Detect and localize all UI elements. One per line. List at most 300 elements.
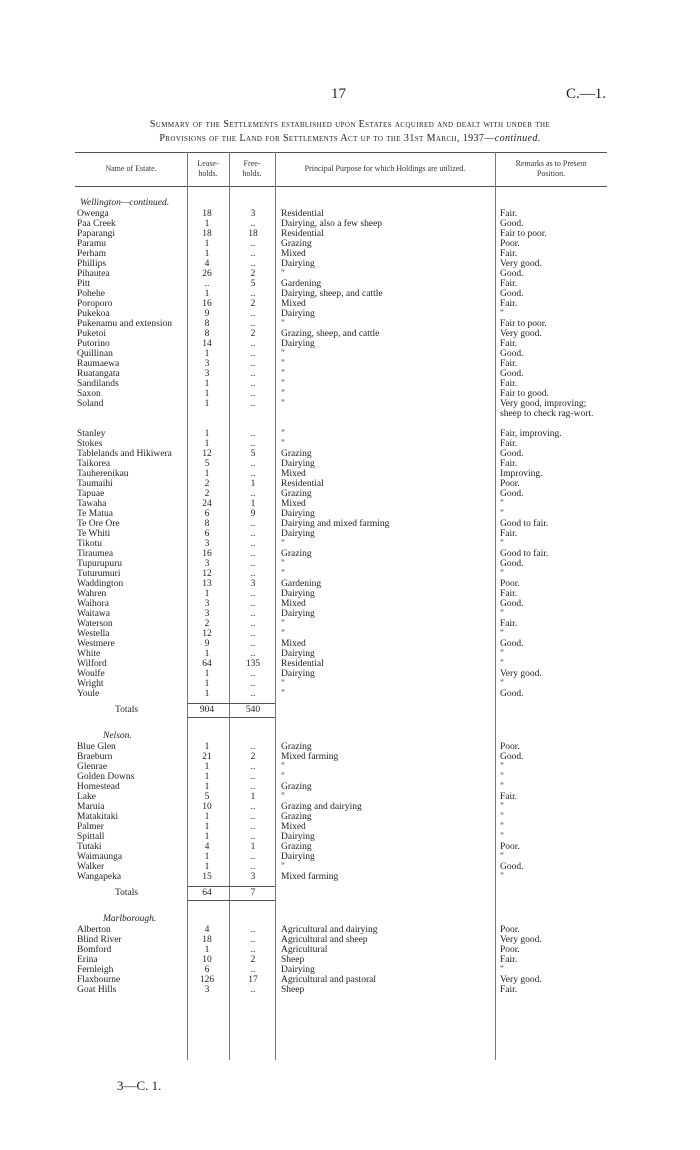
freeholds-value: .. bbox=[250, 742, 256, 752]
table-row bbox=[75, 782, 607, 792]
remarks-value: Fair, improving. bbox=[500, 429, 562, 439]
freeholds-value: 2 bbox=[250, 299, 256, 309]
freeholds-value: .. bbox=[250, 772, 256, 782]
totals-rule bbox=[187, 703, 275, 704]
remarks-value: " bbox=[500, 802, 504, 812]
table-row bbox=[75, 309, 607, 319]
estate-name: Pihautea bbox=[77, 269, 110, 279]
freeholds-value: .. bbox=[250, 689, 256, 699]
remarks-value: Poor. bbox=[500, 945, 520, 955]
estate-name: Waihora bbox=[77, 599, 109, 609]
leaseholds-value: .. bbox=[204, 279, 210, 289]
freeholds-value: .. bbox=[250, 862, 256, 872]
freeholds-value: .. bbox=[250, 669, 256, 679]
estate-name: Stokes bbox=[77, 439, 103, 449]
leaseholds-value: 14 bbox=[202, 339, 212, 349]
estate-name: Spittall bbox=[77, 832, 105, 842]
remarks-value: " bbox=[500, 309, 504, 319]
purpose-value: " bbox=[281, 689, 285, 699]
remarks-value: Good. bbox=[500, 269, 524, 279]
table-header-rule bbox=[75, 186, 607, 187]
leaseholds-value: 1 bbox=[204, 439, 210, 449]
remarks-value: Good. bbox=[500, 349, 524, 359]
remarks-value: Fair. bbox=[500, 279, 518, 289]
estate-name: Lake bbox=[77, 792, 96, 802]
leaseholds-value: 16 bbox=[202, 549, 212, 559]
freeholds-value: .. bbox=[250, 832, 256, 842]
purpose-value: Grazing bbox=[281, 549, 312, 559]
estate-name: Paa Creek bbox=[77, 219, 116, 229]
estate-name: Waitawa bbox=[77, 609, 110, 619]
table-row bbox=[75, 689, 607, 699]
purpose-value: " bbox=[281, 319, 285, 329]
estate-name: Maruia bbox=[77, 802, 105, 812]
estate-name: Paramu bbox=[77, 239, 107, 249]
title-line-2-italic: continued. bbox=[494, 133, 541, 144]
leaseholds-value: 3 bbox=[204, 369, 210, 379]
remarks-value: Fair. bbox=[500, 209, 518, 219]
leaseholds-value: 12 bbox=[202, 629, 212, 639]
leaseholds-value: 6 bbox=[204, 965, 210, 975]
leaseholds-value: 1 bbox=[204, 852, 210, 862]
leaseholds-value: 1 bbox=[204, 389, 210, 399]
remarks-value: Very good, improving; sheep to check rag-wort. bbox=[500, 399, 594, 419]
purpose-value: Mixed bbox=[281, 249, 306, 259]
table-row bbox=[75, 599, 607, 609]
table-top-rule bbox=[75, 152, 607, 153]
table-row bbox=[75, 955, 607, 965]
remarks-value: Poor. bbox=[500, 742, 520, 752]
table-row bbox=[75, 369, 607, 379]
leaseholds-value: 1 bbox=[204, 589, 210, 599]
table-row bbox=[75, 229, 607, 239]
purpose-value: Dairying, sheep, and cattle bbox=[281, 289, 383, 299]
remarks-value: " bbox=[500, 679, 504, 689]
freeholds-value: 1 bbox=[250, 842, 256, 852]
freeholds-value: 3 bbox=[250, 209, 256, 219]
estate-name: Woulfe bbox=[77, 669, 105, 679]
leaseholds-value: 16 bbox=[202, 299, 212, 309]
freeholds-value: .. bbox=[250, 469, 256, 479]
remarks-value: Poor. bbox=[500, 479, 520, 489]
remarks-value: Good. bbox=[500, 219, 524, 229]
purpose-value: Agricultural and sheep bbox=[281, 935, 368, 945]
table-row bbox=[75, 802, 607, 812]
section-title: Nelson. bbox=[103, 731, 132, 741]
estate-name: Golden Downs bbox=[77, 772, 135, 782]
totals-freeholds: 7 bbox=[250, 888, 256, 898]
estate-name: Putorino bbox=[77, 339, 110, 349]
section-title: Wellington—continued. bbox=[80, 198, 170, 208]
table-row bbox=[75, 389, 607, 399]
estate-name: Te Ore Ore bbox=[77, 519, 120, 529]
leaseholds-value: 3 bbox=[204, 559, 210, 569]
remarks-value: " bbox=[500, 539, 504, 549]
leaseholds-value: 4 bbox=[204, 842, 210, 852]
purpose-value: Gardening bbox=[281, 579, 322, 589]
leaseholds-value: 64 bbox=[202, 659, 212, 669]
purpose-value: Mixed bbox=[281, 822, 306, 832]
purpose-value: Mixed farming bbox=[281, 752, 339, 762]
leaseholds-value: 1 bbox=[204, 862, 210, 872]
leaseholds-value: 21 bbox=[202, 752, 212, 762]
remarks-value: " bbox=[500, 659, 504, 669]
remarks-value: Fair to good. bbox=[500, 389, 549, 399]
estate-name: Bomford bbox=[77, 945, 112, 955]
estate-name: Tiraumea bbox=[77, 549, 114, 559]
remarks-value: Good. bbox=[500, 289, 524, 299]
leaseholds-value: 1 bbox=[204, 379, 210, 389]
estate-name: Saxon bbox=[77, 389, 101, 399]
remarks-value: Fair. bbox=[500, 589, 518, 599]
freeholds-value: .. bbox=[250, 945, 256, 955]
freeholds-value: .. bbox=[250, 549, 256, 559]
remarks-value: Fair. bbox=[500, 359, 518, 369]
leaseholds-value: 26 bbox=[202, 269, 212, 279]
freeholds-value: .. bbox=[250, 379, 256, 389]
leaseholds-value: 10 bbox=[202, 955, 212, 965]
estate-name: Blind River bbox=[77, 935, 122, 945]
leaseholds-value: 6 bbox=[204, 529, 210, 539]
leaseholds-value: 4 bbox=[204, 259, 210, 269]
leaseholds-value: 9 bbox=[204, 639, 210, 649]
freeholds-value: 5 bbox=[250, 279, 256, 289]
remarks-value: Fair. bbox=[500, 299, 518, 309]
freeholds-value: 3 bbox=[250, 579, 256, 589]
leaseholds-value: 1 bbox=[204, 945, 210, 955]
leaseholds-value: 1 bbox=[204, 782, 210, 792]
estate-name: Wangapeka bbox=[77, 872, 122, 882]
estate-name: Tauherenikau bbox=[77, 469, 129, 479]
table-row bbox=[75, 539, 607, 549]
table-row bbox=[75, 339, 607, 349]
purpose-value: Residential bbox=[281, 209, 324, 219]
purpose-value: Dairying bbox=[281, 509, 315, 519]
estate-name: Stanley bbox=[77, 429, 106, 439]
purpose-value: Grazing, sheep, and cattle bbox=[281, 329, 380, 339]
table-row bbox=[75, 519, 607, 529]
remarks-value: Very good. bbox=[500, 975, 542, 985]
freeholds-value: .. bbox=[250, 925, 256, 935]
leaseholds-value: 4 bbox=[204, 925, 210, 935]
estate-name: Puketoi bbox=[77, 329, 107, 339]
leaseholds-value: 9 bbox=[204, 309, 210, 319]
estate-name: Palmer bbox=[77, 822, 104, 832]
freeholds-value: .. bbox=[250, 985, 256, 995]
estate-name: Quillinan bbox=[77, 349, 113, 359]
purpose-value: Dairying bbox=[281, 649, 315, 659]
freeholds-value: .. bbox=[250, 489, 256, 499]
freeholds-value: .. bbox=[250, 649, 256, 659]
freeholds-value: 135 bbox=[245, 659, 261, 669]
estate-name: Wilford bbox=[77, 659, 107, 669]
estate-name: Matakitaki bbox=[77, 812, 119, 822]
leaseholds-value: 24 bbox=[202, 499, 212, 509]
remarks-value: Fair. bbox=[500, 529, 518, 539]
estate-name: Glenrae bbox=[77, 762, 108, 772]
estate-name: Walker bbox=[77, 862, 105, 872]
table-row bbox=[75, 269, 607, 279]
purpose-value: Dairying bbox=[281, 832, 315, 842]
leaseholds-value: 1 bbox=[204, 399, 210, 409]
table-row bbox=[75, 429, 607, 439]
remarks-value: Fair to poor. bbox=[500, 319, 547, 329]
leaseholds-value: 2 bbox=[204, 489, 210, 499]
remarks-value: " bbox=[500, 812, 504, 822]
table-row bbox=[75, 509, 607, 519]
leaseholds-value: 1 bbox=[204, 762, 210, 772]
estate-name: Owenga bbox=[77, 209, 109, 219]
purpose-value: Agricultural and dairying bbox=[281, 925, 378, 935]
table-row bbox=[75, 359, 607, 369]
freeholds-value: .. bbox=[250, 965, 256, 975]
leaseholds-value: 6 bbox=[204, 509, 210, 519]
estate-name: Wright bbox=[77, 679, 104, 689]
freeholds-value: 1 bbox=[250, 792, 256, 802]
remarks-value: Fair. bbox=[500, 339, 518, 349]
table-row bbox=[75, 489, 607, 499]
purpose-value: Dairying bbox=[281, 852, 315, 862]
table-row bbox=[75, 479, 607, 489]
estate-name: Pukekoa bbox=[77, 309, 110, 319]
estate-name: Erina bbox=[77, 955, 98, 965]
remarks-value: " bbox=[500, 832, 504, 842]
purpose-value: Mixed farming bbox=[281, 872, 339, 882]
freeholds-value: .. bbox=[250, 619, 256, 629]
freeholds-value: .. bbox=[250, 852, 256, 862]
remarks-value: " bbox=[500, 762, 504, 772]
purpose-value: Dairying bbox=[281, 965, 315, 975]
purpose-value: " bbox=[281, 389, 285, 399]
remarks-value: " bbox=[500, 872, 504, 882]
table-row bbox=[75, 679, 607, 689]
table-row bbox=[75, 289, 607, 299]
purpose-value: Mixed bbox=[281, 639, 306, 649]
purpose-value: Mixed bbox=[281, 499, 306, 509]
remarks-value: Fair. bbox=[500, 619, 518, 629]
freeholds-value: 2 bbox=[250, 752, 256, 762]
leaseholds-value: 1 bbox=[204, 249, 210, 259]
freeholds-value: 2 bbox=[250, 329, 256, 339]
leaseholds-value: 126 bbox=[199, 975, 215, 985]
table-row bbox=[75, 439, 607, 449]
leaseholds-value: 18 bbox=[202, 935, 212, 945]
leaseholds-value: 12 bbox=[202, 449, 212, 459]
leaseholds-value: 1 bbox=[204, 429, 210, 439]
purpose-value: " bbox=[281, 369, 285, 379]
column-header-purpose: Principal Purpose for which Holdings are utilized. bbox=[304, 164, 466, 173]
table-row bbox=[75, 752, 607, 762]
estate-name: Taumaihi bbox=[77, 479, 113, 489]
footer-signature: 3—C. 1. bbox=[117, 1078, 162, 1093]
purpose-value: " bbox=[281, 379, 285, 389]
purpose-value: Mixed bbox=[281, 299, 306, 309]
remarks-value: Fair. bbox=[500, 249, 518, 259]
leaseholds-value: 3 bbox=[204, 539, 210, 549]
estate-name: Youle bbox=[77, 689, 100, 699]
remarks-value: " bbox=[500, 509, 504, 519]
table-row bbox=[75, 629, 607, 639]
remarks-value: Good to fair. bbox=[500, 549, 549, 559]
remarks-value: " bbox=[500, 649, 504, 659]
freeholds-value: .. bbox=[250, 679, 256, 689]
remarks-value: Good. bbox=[500, 449, 524, 459]
freeholds-value: .. bbox=[250, 935, 256, 945]
purpose-value: Grazing and dairying bbox=[281, 802, 362, 812]
table-row bbox=[75, 985, 607, 995]
freeholds-value: 2 bbox=[250, 269, 256, 279]
purpose-value: Dairying bbox=[281, 339, 315, 349]
table-row bbox=[75, 842, 607, 852]
estate-name: Braeburn bbox=[77, 752, 113, 762]
freeholds-value: .. bbox=[250, 349, 256, 359]
leaseholds-value: 8 bbox=[204, 519, 210, 529]
freeholds-value: .. bbox=[250, 569, 256, 579]
purpose-value: Dairying bbox=[281, 609, 315, 619]
freeholds-value: .. bbox=[250, 609, 256, 619]
freeholds-value: .. bbox=[250, 529, 256, 539]
remarks-value: Poor. bbox=[500, 842, 520, 852]
estate-name: Homestead bbox=[77, 782, 120, 792]
totals-label: Totals bbox=[115, 705, 139, 715]
purpose-value: Grazing bbox=[281, 742, 312, 752]
table-row bbox=[75, 379, 607, 389]
title-line-2-text: Provisions of the Land for Settlements Act up to the 31st March, 1937— bbox=[159, 133, 495, 144]
purpose-value: " bbox=[281, 629, 285, 639]
purpose-value: Mixed bbox=[281, 469, 306, 479]
leaseholds-value: 1 bbox=[204, 349, 210, 359]
estate-name: Waterson bbox=[77, 619, 113, 629]
totals-leaseholds: 64 bbox=[202, 888, 212, 898]
table-row bbox=[75, 579, 607, 589]
table-row bbox=[75, 925, 607, 935]
estate-name: Waddington bbox=[77, 579, 124, 589]
estate-name: White bbox=[77, 649, 101, 659]
table-row bbox=[75, 872, 607, 882]
remarks-value: Good. bbox=[500, 752, 524, 762]
table-row bbox=[75, 832, 607, 842]
remarks-value: " bbox=[500, 569, 504, 579]
purpose-value: Sheep bbox=[281, 985, 305, 995]
remarks-value: " bbox=[500, 499, 504, 509]
freeholds-value: 18 bbox=[248, 229, 258, 239]
leaseholds-value: 5 bbox=[204, 792, 210, 802]
table-row bbox=[75, 499, 607, 509]
leaseholds-value: 5 bbox=[204, 459, 210, 469]
freeholds-value: .. bbox=[250, 822, 256, 832]
settlements-table bbox=[75, 152, 607, 1064]
remarks-value: Fair. bbox=[500, 379, 518, 389]
estate-name: Fernleigh bbox=[77, 965, 114, 975]
freeholds-value: .. bbox=[250, 589, 256, 599]
freeholds-value: .. bbox=[250, 519, 256, 529]
leaseholds-value: 1 bbox=[204, 822, 210, 832]
remarks-value: Poor. bbox=[500, 579, 520, 589]
freeholds-value: .. bbox=[250, 319, 256, 329]
leaseholds-value: 1 bbox=[204, 669, 210, 679]
remarks-value: Improving. bbox=[500, 469, 543, 479]
table-row bbox=[75, 852, 607, 862]
leaseholds-value: 8 bbox=[204, 319, 210, 329]
title-line-2 bbox=[0, 132, 700, 146]
page-title bbox=[0, 118, 700, 146]
table-row bbox=[75, 529, 607, 539]
freeholds-value: .. bbox=[250, 639, 256, 649]
estate-name: Raumaewa bbox=[77, 359, 120, 369]
freeholds-value: .. bbox=[250, 369, 256, 379]
estate-name: Blue Glen bbox=[77, 742, 116, 752]
table-row bbox=[75, 945, 607, 955]
remarks-value: Very good. bbox=[500, 669, 542, 679]
freeholds-value: .. bbox=[250, 802, 256, 812]
table-row bbox=[75, 669, 607, 679]
totals-bottom-rule bbox=[187, 717, 275, 718]
remarks-value: Good. bbox=[500, 489, 524, 499]
estate-name: Tutaki bbox=[77, 842, 102, 852]
purpose-value: " bbox=[281, 762, 285, 772]
table-row bbox=[75, 219, 607, 229]
freeholds-value: .. bbox=[250, 539, 256, 549]
estate-name: Paparangi bbox=[77, 229, 115, 239]
freeholds-value: .. bbox=[250, 762, 256, 772]
purpose-value: " bbox=[281, 269, 285, 279]
purpose-value: " bbox=[281, 559, 285, 569]
freeholds-value: .. bbox=[250, 782, 256, 792]
estate-name: Pohehe bbox=[77, 289, 105, 299]
remarks-value: Very good. bbox=[500, 259, 542, 269]
table-row bbox=[75, 459, 607, 469]
leaseholds-value: 1 bbox=[204, 219, 210, 229]
leaseholds-value: 1 bbox=[204, 679, 210, 689]
purpose-value: Dairying, also a few sheep bbox=[281, 219, 383, 229]
estate-name: Wahren bbox=[77, 589, 107, 599]
purpose-value: Grazing bbox=[281, 239, 312, 249]
estate-name: Soland bbox=[77, 399, 104, 409]
totals-leaseholds: 904 bbox=[199, 705, 215, 715]
remarks-value: Fair. bbox=[500, 459, 518, 469]
remarks-value: " bbox=[500, 965, 504, 975]
purpose-value: " bbox=[281, 569, 285, 579]
estate-name: Te Matua bbox=[77, 509, 114, 519]
purpose-value: " bbox=[281, 772, 285, 782]
estate-name: Flaxbourne bbox=[77, 975, 121, 985]
leaseholds-value: 1 bbox=[204, 812, 210, 822]
purpose-value: Agricultural and pastoral bbox=[281, 975, 376, 985]
table-row bbox=[75, 812, 607, 822]
table-row bbox=[75, 659, 607, 669]
remarks-value: Good. bbox=[500, 689, 524, 699]
table-row bbox=[75, 619, 607, 629]
table-row bbox=[75, 349, 607, 359]
table-row bbox=[75, 772, 607, 782]
purpose-value: Sheep bbox=[281, 955, 305, 965]
purpose-value: " bbox=[281, 619, 285, 629]
column-header-free: Free- holds. bbox=[242, 159, 262, 178]
freeholds-value: .. bbox=[250, 389, 256, 399]
table-row bbox=[75, 935, 607, 945]
leaseholds-value: 3 bbox=[204, 359, 210, 369]
purpose-value: " bbox=[281, 539, 285, 549]
estate-name: Pitt bbox=[77, 279, 91, 289]
purpose-value: Mixed bbox=[281, 599, 306, 609]
page-reference: C.—1. bbox=[566, 86, 607, 102]
estate-name: Tupurupuru bbox=[77, 559, 123, 569]
freeholds-value: .. bbox=[250, 259, 256, 269]
freeholds-value: .. bbox=[250, 289, 256, 299]
leaseholds-value: 15 bbox=[202, 872, 212, 882]
table-row bbox=[75, 319, 607, 329]
table-row bbox=[75, 209, 607, 219]
